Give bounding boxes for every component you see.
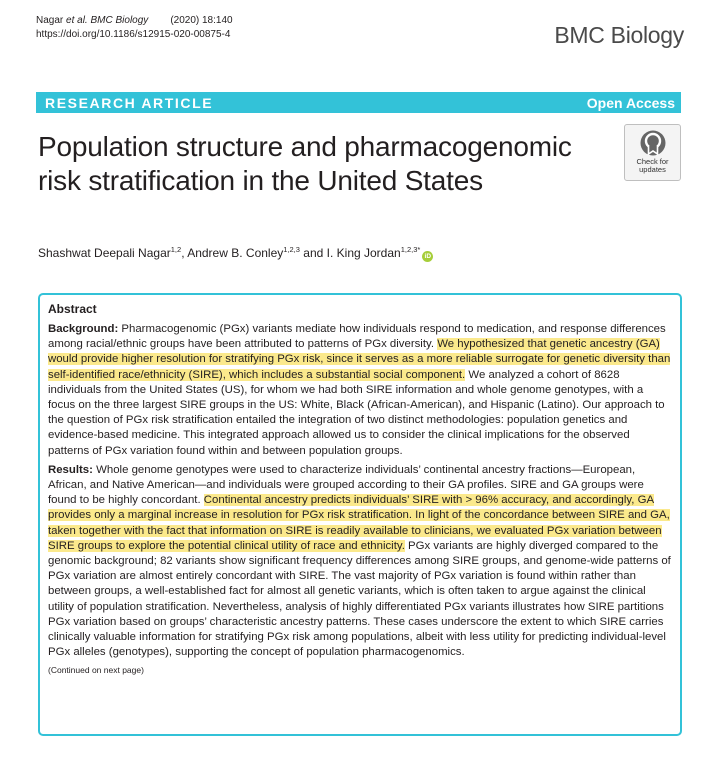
- results-label: Results:: [48, 463, 93, 476]
- abstract-heading: Abstract: [48, 302, 97, 316]
- citation-author: Nagar: [36, 15, 64, 26]
- author-name[interactable]: Andrew B. Conley: [187, 246, 284, 260]
- author-name[interactable]: Shashwat Deepali Nagar: [38, 246, 171, 260]
- article-title: Population structure and pharmacogenomic risk stratification in the United States: [38, 131, 572, 196]
- abstract-box: [38, 293, 682, 736]
- article-type-banner: [36, 92, 681, 113]
- page-header: [36, 14, 686, 54]
- author-affiliation: 1,2,3: [283, 245, 300, 254]
- open-access-label: Open Access: [586, 94, 675, 111]
- check-for-updates-button[interactable]: [624, 124, 681, 181]
- doi-link[interactable]: https://doi.org/10.1186/s12915-020-00875-4: [36, 29, 231, 40]
- author-affiliation: 1,2: [170, 245, 182, 254]
- author-affiliation: 1,2,3*: [400, 245, 421, 254]
- bookmark-check-icon: [640, 130, 666, 156]
- orcid-icon[interactable]: iD: [422, 251, 433, 262]
- background-highlight: We hypothesized that genetic ancestry (GA) would provide higher resolution for stratifying PGx risk, since it serves as a more reliable surrogate for genetic diversity than self-identified race/ethnicity (SIRE), which includes a substantial social component.: [48, 338, 671, 381]
- abstract-background: [48, 322, 672, 459]
- results-highlight: Continental ancestry predicts individuals’ SIRE with > 96% accuracy, and accordingly, GA provides only a marginal increase in resolution for PGx risk stratification. In light of the concordance between SIRE and GA, taken together with the fact that information on SIRE is readily available to clinicians, we evaluated PGx variation between SIRE groups to explore the potential clinical utility of race and ethnicity.: [48, 494, 670, 552]
- background-text-continued: We analyzed a cohort of 8628 individuals from the United States (US), for whom we had both SIRE information and whole genome genotypes, with a focus on the three largest SIRE groups in the US: White, Black (African-American), and Hispanic (Latino). Our approach to the question of PGx risk stratification entailed the integration of two distinct methodologies: population genetics and evidence-based medicine. This integrated approach allowed us to consider the clinical implications for the observed patterns of PGx variation found within and between population groups.: [48, 368, 665, 457]
- abstract-results: [48, 463, 672, 661]
- article-type-label: RESEARCH ARTICLE: [45, 94, 214, 111]
- journal-logo: BMC Biology: [554, 22, 684, 48]
- citation-journal: BMC Biology: [90, 15, 149, 26]
- background-text: Pharmacogenomic (PGx) variants mediate how individuals respond to medication, and response differences among racial/ethnic groups have been attributed to patterns of PGx diversity.: [48, 323, 666, 351]
- citation-volume: (2020) 18:140: [170, 15, 233, 26]
- author-list: [38, 246, 433, 262]
- author-name[interactable]: I. King Jordan: [326, 246, 401, 260]
- results-text-continued: PGx variants are highly diverged compared to the genomic background; 82 variants show significant frequency differences among SIRE groups, and genome-wide patterns of PGx variation are almost entirely concordant with SIRE. The vast majority of PGx variation is found within rather than between groups, a well-established fact for almost all genetic variants, which is often taken to argue against the clinical utility of population stratification. Nevertheless, analysis of highly differentiated PGx variants illustrates how SIRE partitions PGx variation based on groups’ characteristic ancestry patterns. These cases underscore the extent to which SIRE carries clinically valuable information for stratifying PGx risk among populations, albeit with less utility for predicting individual-level PGx alleles (genotypes), supporting the concept of population pharmacogenomics.: [48, 539, 671, 659]
- background-label: Background:: [48, 323, 119, 335]
- citation-etal: et al.: [66, 15, 88, 26]
- author-separator: ,: [181, 246, 188, 260]
- author-separator: and: [299, 246, 327, 260]
- results-text: Whole genome genotypes were used to characterize individuals’ continental ancestry fractions—European, African, and Native American—and individuals were grouped according to their GA profiles. SIRE and GA groups were found to be highly concordant.: [48, 463, 644, 507]
- check-updates-label-2: updates: [639, 165, 666, 174]
- continued-note: (Continued on next page): [48, 665, 144, 676]
- check-updates-label-1: Check for: [636, 157, 669, 166]
